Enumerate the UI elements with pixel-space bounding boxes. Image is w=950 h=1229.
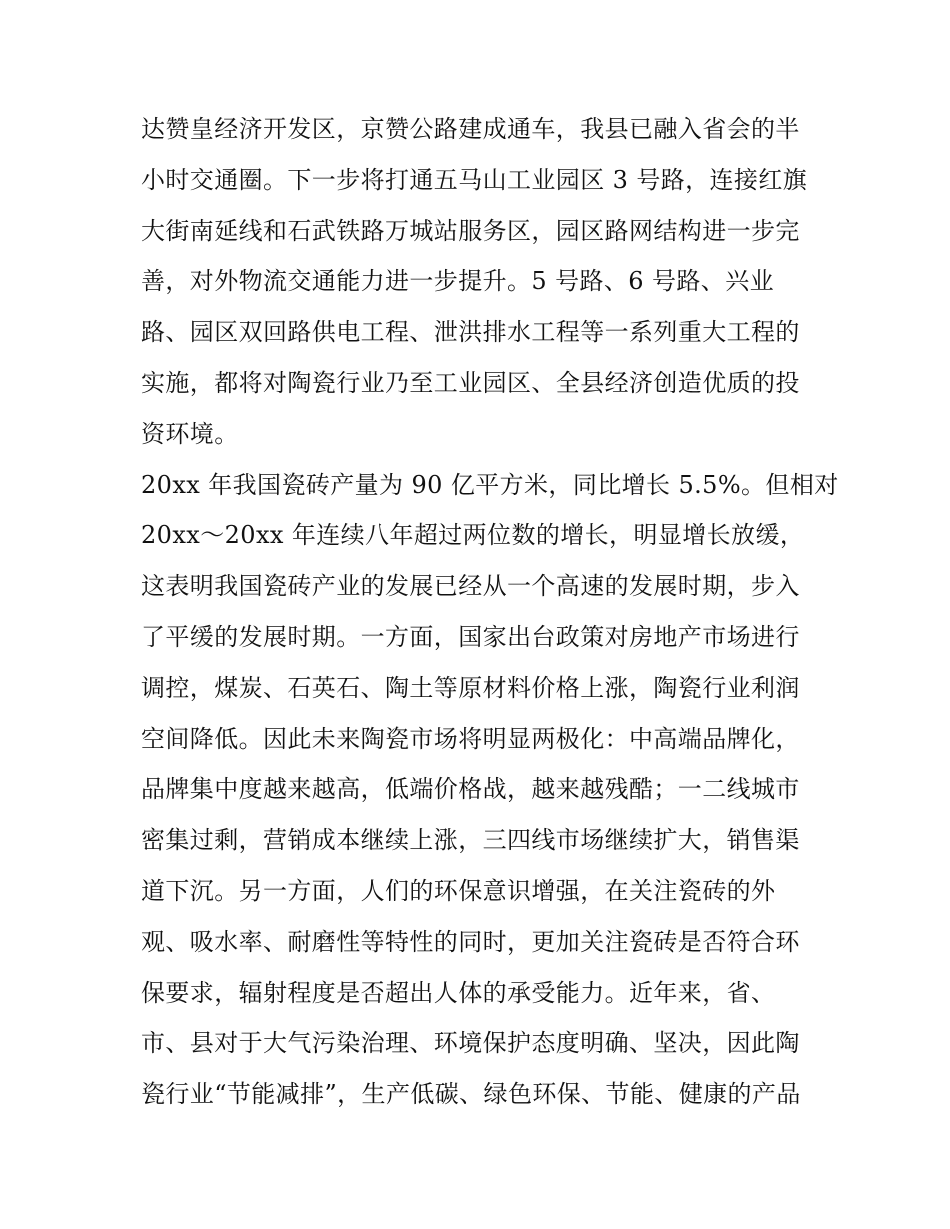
text-line: 保要求，辐射程度是否超出人体的承受能力。近年来，省、: [141, 978, 776, 1007]
text-line: 道下沉。另一方面，人们的环保意识增强，在关注瓷砖的外: [141, 876, 776, 905]
text-line: 小时交通圈。下一步将打通五马山工业园区 3 号路，连接红旗: [141, 165, 808, 194]
text-line: 路、园区双回路供电工程、泄洪排水工程等一系列重大工程的: [141, 318, 800, 347]
text-line: 20xx 年我国瓷砖产量为 90 亿平方米，同比增长 5.5%。但相对: [141, 470, 839, 499]
text-line: 品牌集中度越来越高，低端价格战，越来越残酷；一二线城市: [141, 775, 800, 804]
text-line: 观、吸水率、耐磨性等特性的同时，更加关注瓷砖是否符合环: [141, 927, 800, 956]
text-line: 资环境。: [141, 419, 239, 448]
text-line: 达赞皇经济开发区，京赞公路建成通车，我县已融入省会的半: [141, 115, 800, 143]
text-line: 调控，煤炭、石英石、陶土等原材料价格上涨，陶瓷行业利润: [141, 673, 800, 702]
text-line: 善，对外物流交通能力进一步提升。5 号路、6 号路、兴业: [141, 267, 774, 296]
text-line: 瓷行业“节能减排”，生产低碳、绿色环保、节能、健康的产品: [141, 1080, 801, 1109]
text-line: 市、县对于大气污染治理、环境保护态度明确、坚决，因此陶: [141, 1029, 800, 1058]
text-line: 20xx～20xx 年连续八年超过两位数的增长，明显增长放缓，: [141, 521, 805, 550]
text-line: 空间降低。因此未来陶瓷市场将明显两极化：中高端品牌化，: [141, 724, 800, 753]
text-line: 这表明我国瓷砖产业的发展已经从一个高速的发展时期，步入: [141, 572, 800, 601]
text-line: 了平缓的发展时期。一方面，国家出台政策对房地产市场进行: [141, 622, 800, 651]
text-line: 大街南延线和石武铁路万城站服务区，园区路网结构进一步完: [141, 216, 800, 245]
text-line: 实施，都将对陶瓷行业乃至工业园区、全县经济创造优质的投: [141, 368, 800, 397]
body-text: [141, 104, 839, 1120]
text-line: 密集过剩，营销成本继续上涨，三四线市场继续扩大，销售渠: [141, 826, 800, 855]
